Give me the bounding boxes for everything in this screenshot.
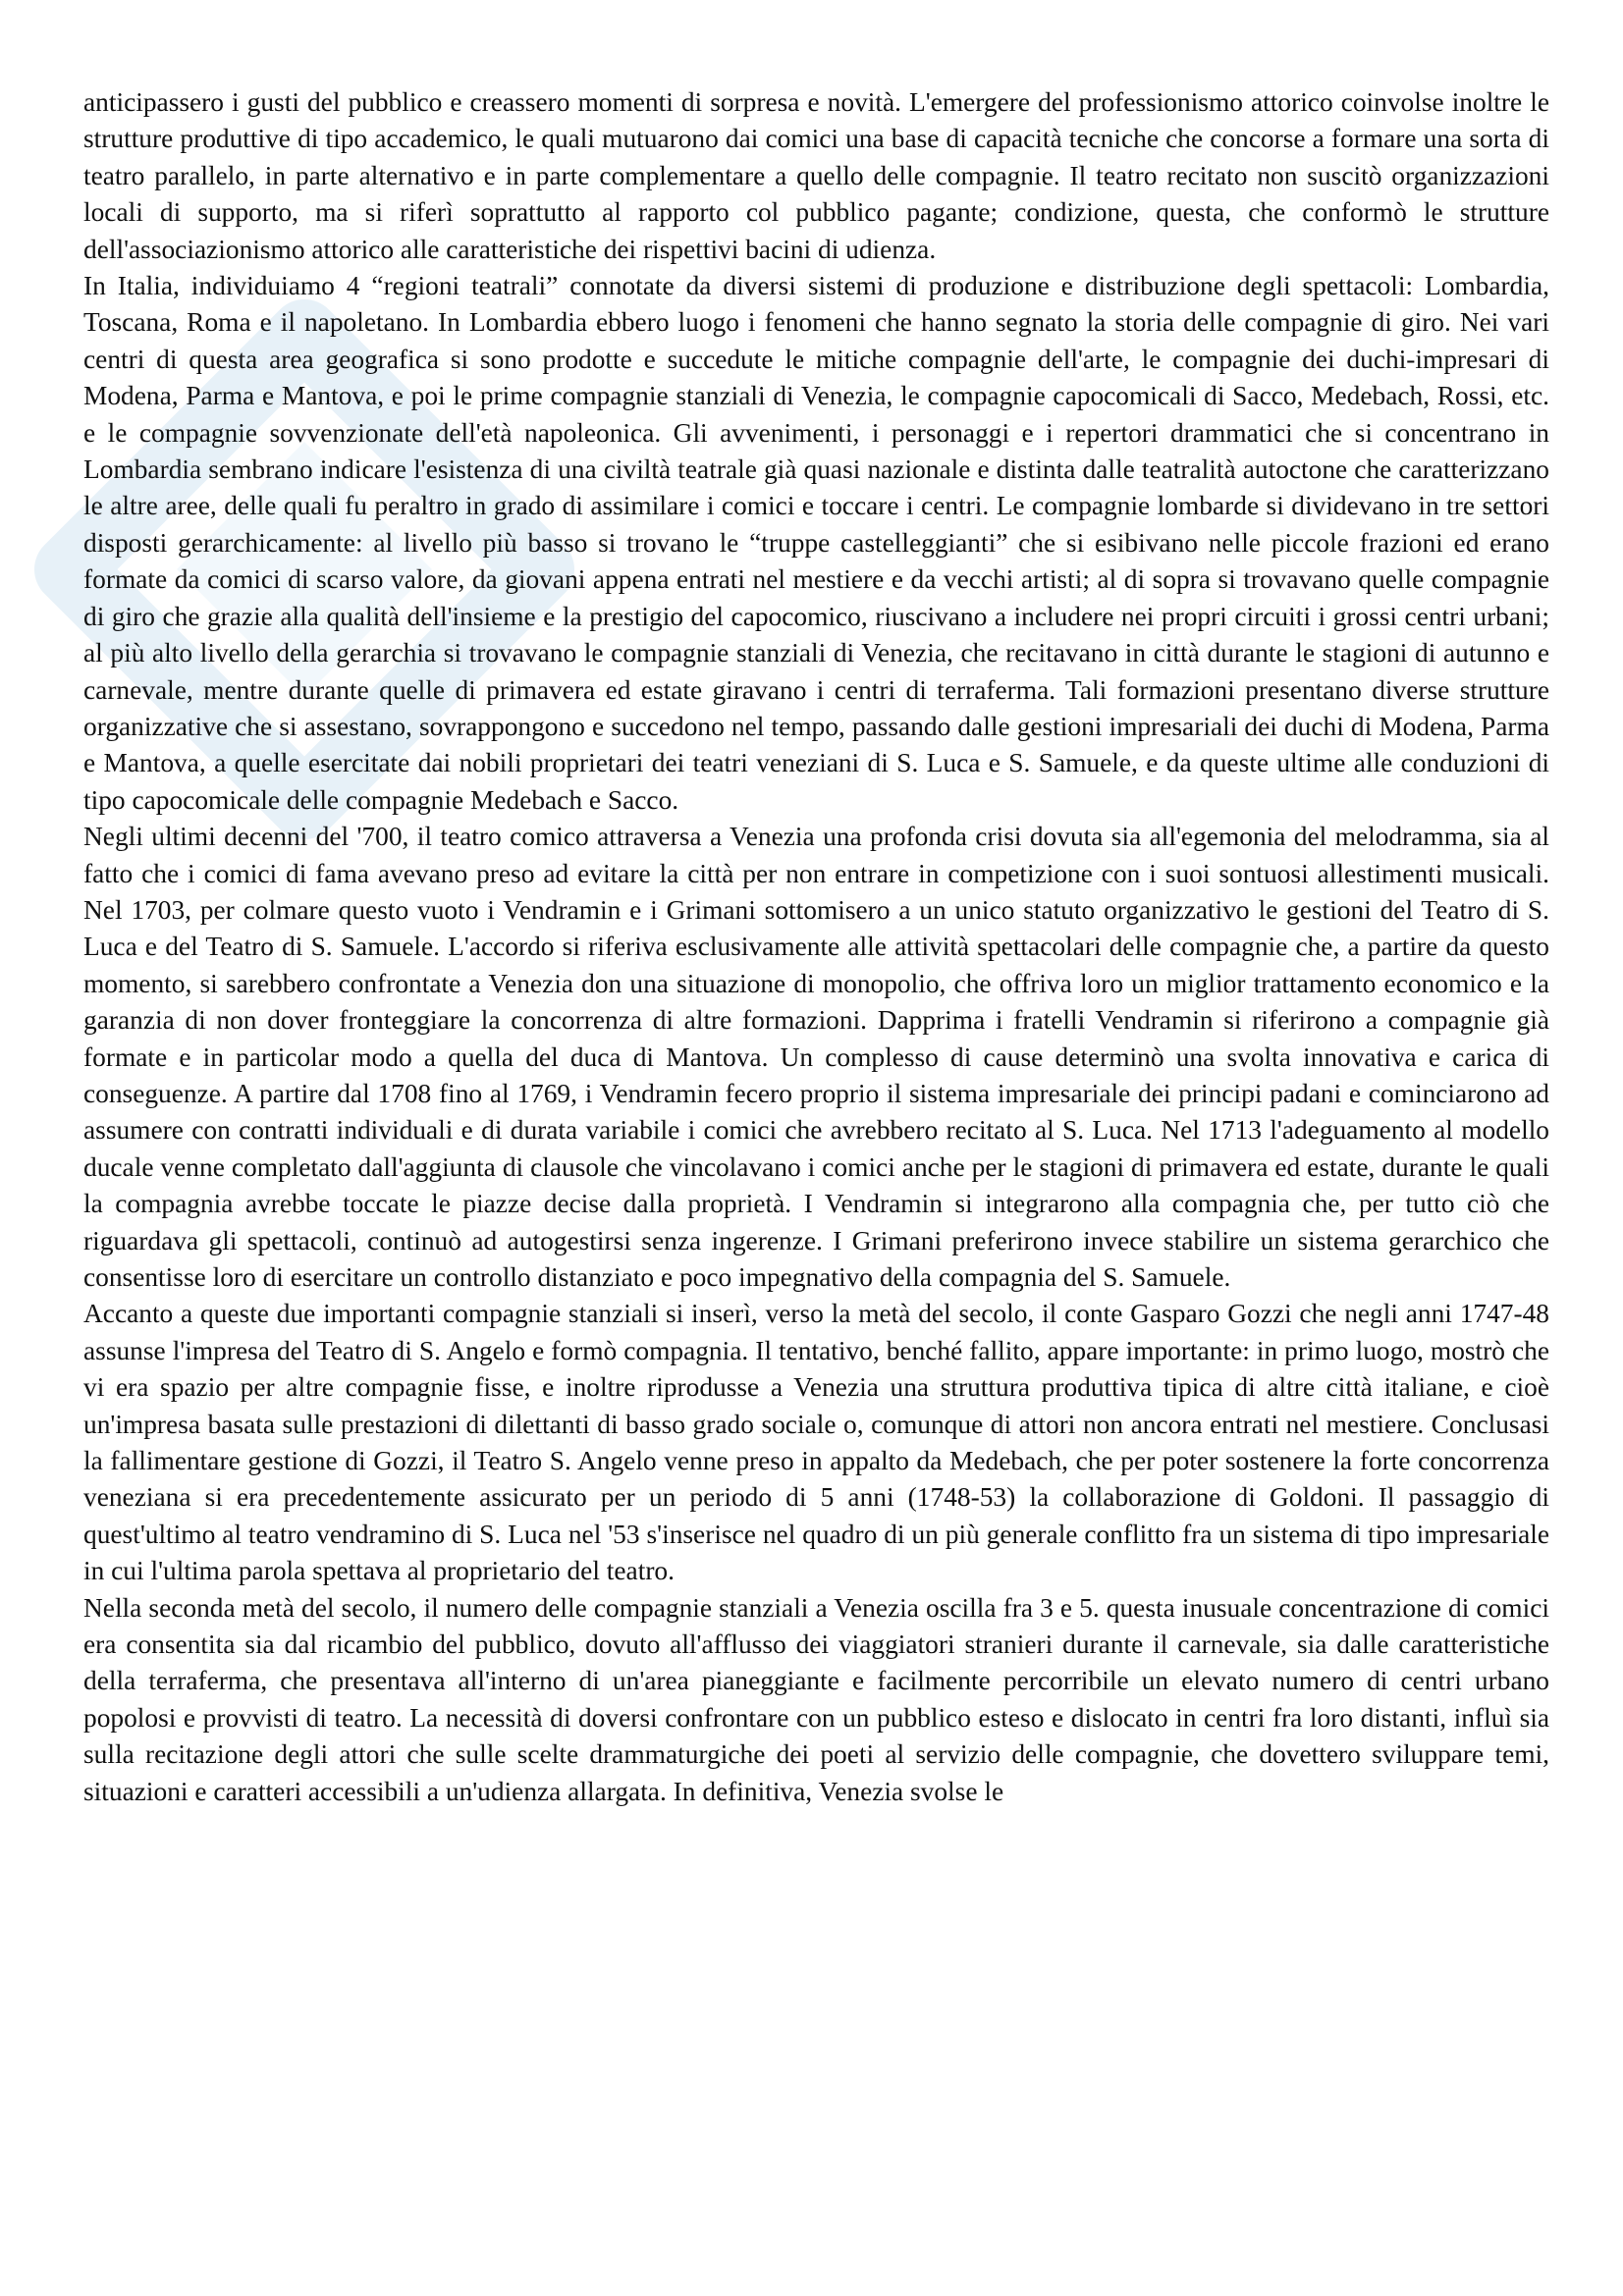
paragraph-2: In Italia, individuiamo 4 “regioni teatrali” connotate da diversi sistemi di produzione e distribuzione degli spettacoli: Lombardia, Toscana, Roma e il napoletano. In Lombardia ebbero luogo i fenomeni che hanno segnato la storia delle compagnie di giro. Nei vari centri di questa area geografica si sono prodotte e succedute le mitiche compagnie dell'arte, le compagnie dei duchi-impresari di Modena, Parma e Mantova, e poi le prime compagnie stanziali di Venezia, le compagnie capocomicali di Sacco, Medebach, Rossi, etc. e le compagnie sovvenzionate dell'età napoleonica. Gli avvenimenti, i personaggi e i repertori drammatici che si concentrano in Lombardia sembrano indicare l'esistenza di una civiltà teatrale già quasi nazionale e distinta dalle teatralità autoctone che caratterizzano le altre aree, delle quali fu peraltro in grado di assimilare i comici e toccare i centri. Le compagnie lombarde si dividevano in tre settori disposti gerarchicamente: al livello più basso si trovano le “truppe castelleggianti” che si esibivano nelle piccole frazioni ed erano formate da comici di scarso valore, da giovani appena entrati nel mestiere e da vecchi artisti; al di sopra si trovavano quelle compagnie di giro che grazie alla qualità dell'insieme e la prestigio del capocomico, riuscivano a includere nei propri circuiti i grossi centri urbani; al più alto livello della gerarchia si trovavano le compagnie stanziali di Venezia, che recitavano in città durante le stagioni di autunno e carnevale, mentre durante quelle di primavera ed estate giravano i centri di terraferma. Tali formazioni presentano diverse strutture organizzative che si assestano, sovrappongono e succedono nel tempo, passando dalle gestioni impresariali dei duchi di Modena, Parma e Mantova, a quelle esercitate dai nobili proprietari dei teatri veneziani di S. Luca e S. Samuele, e da queste ultime alle conduzioni di tipo capocomicale delle compagnie Medebach e Sacco. xyxy=(83,271,1549,815)
paragraph-1: anticipassero i gusti del pubblico e creassero momenti di sorpresa e novità. L'emergere del professionismo attorico coinvolse inoltre le strutture produttive di tipo accademico, le quali mutuarono dai comici una base di capacità tecniche che concorse a formare una sorta di teatro parallelo, in parte alternativo e in parte complementare a quello delle compagnie. Il teatro recitato non suscitò organizzazioni locali di supporto, ma si riferì soprattutto al rapporto col pubblico pagante; condizione, questa, che conformò le strutture dell'associazionismo attorico alle caratteristiche dei rispettivi bacini di udienza. xyxy=(83,87,1549,264)
document-body xyxy=(83,84,1549,1810)
paragraph-5: Nella seconda metà del secolo, il numero delle compagnie stanziali a Venezia oscilla fra 3 e 5. questa inusuale concentrazione di comici era consentita sia dal ricambio del pubblico, dovuto all'afflusso dei viaggiatori stranieri durante il carnevale, sia dalle caratteristiche della terraferma, che presentava all'interno di un'area pianeggiante e facilmente percorribile un elevato numero di centri urbano popolosi e provvisti di teatro. La necessità di doversi confrontare con un pubblico esteso e dislocato in centri fra loro distanti, influì sia sulla recitazione degli attori che sulle scelte drammaturgiche dei poeti al servizio delle compagnie, che dovettero sviluppare temi, situazioni e caratteri accessibili a un'udienza allargata. In definitiva, Venezia svolse le xyxy=(83,1592,1549,1806)
paragraph-3: Negli ultimi decenni del '700, il teatro comico attraversa a Venezia una profonda crisi dovuta sia all'egemonia del melodramma, sia al fatto che i comici di fama avevano preso ad evitare la città per non entrare in competizione con i suoi sontuosi allestimenti musicali. Nel 1703, per colmare questo vuoto i Vendramin e i Grimani sottomisero a un unico statuto organizzativo le gestioni del Teatro di S. Luca e del Teatro di S. Samuele. L'accordo si riferiva esclusivamente alle attività spettacolari delle compagnie che, a partire da questo momento, si sarebbero confrontate a Venezia don una situazione di monopolio, che offriva loro un miglior trattamento economico e la garanzia di non dover fronteggiare la concorrenza di altre formazioni. Dapprima i fratelli Vendramin si riferirono a compagnie già formate e in particolar modo a quella del duca di Mantova. Un complesso di cause determinò una svolta innovativa e carica di conseguenze. A partire dal 1708 fino al 1769, i Vendramin fecero proprio il sistema impresariale dei principi padani e cominciarono ad assumere con contratti individuali e di durata variabile i comici che avrebbero recitato al S. Luca. Nel 1713 l'adeguamento al modello ducale venne completato dall'aggiunta di clausole che vincolavano i comici anche per le stagioni di primavera ed estate, durante le quali la compagnia avrebbe toccate le piazze decise dalla proprietà. I Vendramin si integrarono alla compagnia che, per tutto ciò che riguardava gli spettacoli, continuò ad autogestirsi senza ingerenze. I Grimani preferirono invece stabilire un sistema gerarchico che consentisse loro di esercitare un controllo distanziato e poco impegnativo della compagnia del S. Samuele. xyxy=(83,822,1549,1292)
paragraph-4: Accanto a queste due importanti compagnie stanziali si inserì, verso la metà del secolo, il conte Gasparo Gozzi che negli anni 1747-48 assunse l'impresa del Teatro di S. Angelo e formò compagnia. Il tentativo, benché fallito, appare importante: in primo luogo, mostrò che vi era spazio per altre compagnie fisse, e inoltre riprodusse a Venezia una struttura produttiva tipica di altre città italiane, e cioè un'impresa basata sulle prestazioni di dilettanti di basso grado sociale o, comunque di attori non ancora entrati nel mestiere. Conclusasi la fallimentare gestione di Gozzi, il Teatro S. Angelo venne preso in appalto da Medebach, che per poter sostenere la forte concorrenza veneziana si era precedentemente assicurato per un periodo di 5 anni (1748-53) la collaborazione di Goldoni. Il passaggio di quest'ultimo al teatro vendramino di S. Luca nel '53 s'inserisce nel quadro di un più generale conflitto fra un sistema di tipo impresariale in cui l'ultima parola spettava al proprietario del teatro. xyxy=(83,1299,1549,1586)
